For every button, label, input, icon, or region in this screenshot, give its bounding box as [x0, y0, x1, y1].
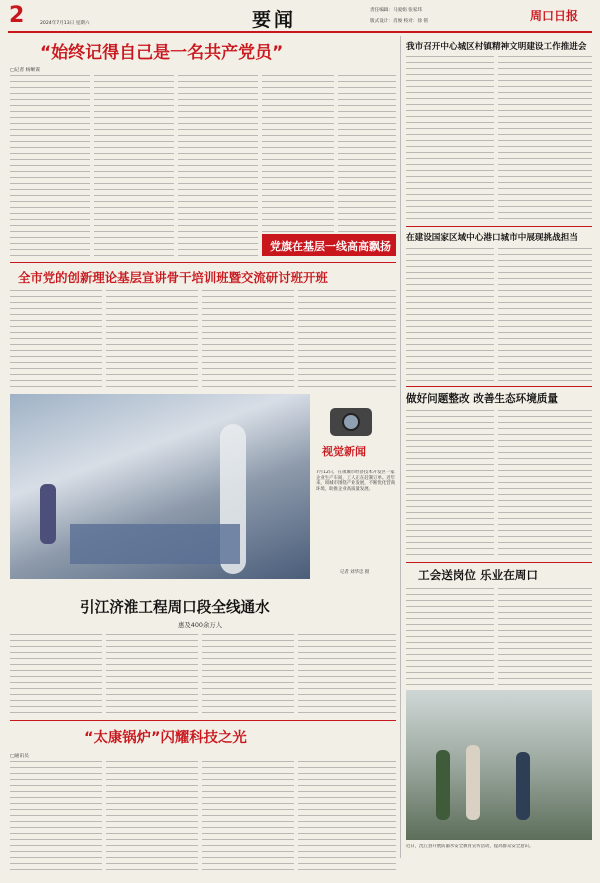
right-photo	[406, 690, 592, 840]
right-article-b-rule	[406, 226, 592, 227]
article1-body-col1	[10, 73, 90, 259]
camera-icon	[330, 408, 372, 436]
article3-subtitle: 惠及400余万人	[178, 621, 223, 629]
article4-body-col3	[202, 759, 294, 875]
article2-body-col2	[106, 288, 198, 390]
photo-caption: 7月12日，在项城市经济技术开发区一家企业生产车间，工人正在赶制订单。近年来，项城市围绕产业发展，不断优化营商环境，助推企业高质量发展。	[316, 470, 396, 492]
right-article-c-title: 做好问题整改 改善生态环境质量	[406, 393, 558, 405]
editors-line-2: 版式设计：肖俊 校对：徐 铭	[370, 19, 429, 24]
right-article-d-rule	[406, 562, 592, 563]
paper-logo: 周口日报	[530, 9, 579, 23]
article1-body-col3	[178, 73, 258, 259]
pullquote-text: 党旗在基层一线高高飘扬	[270, 240, 391, 253]
right-article-d-body-1	[406, 586, 494, 686]
article1-byline: □记者 杨晰谋	[10, 68, 41, 73]
article4-title: “太康锅炉”闪耀科技之光	[84, 730, 247, 746]
right-article-b-title: 在建设国家区域中心港口城市中展现挑战担当	[406, 233, 578, 243]
right-photo-caption: 近日，沈丘县开展防溺水安全教育宣传活动，提高群众安全意识。	[406, 844, 534, 849]
editors-line: 责任编辑：马爱娟 张家玮	[370, 8, 422, 13]
right-article-a-body-1	[406, 54, 494, 222]
right-article-d-body-2	[498, 586, 592, 686]
article3-body-col2	[106, 632, 198, 714]
article3-body-col1	[10, 632, 102, 714]
article3-body-col3	[202, 632, 294, 714]
article1-body-col2	[94, 73, 174, 259]
article2-body-col1	[10, 288, 102, 390]
section-title: 要闻	[252, 9, 297, 31]
article4-rule	[10, 720, 396, 721]
masthead-rule	[8, 31, 592, 33]
photo-bench	[70, 524, 240, 564]
right-article-b-body-1	[406, 246, 494, 382]
article3-body-col4	[298, 632, 396, 714]
article1-body-col4	[262, 73, 334, 259]
article4-body-col2	[106, 759, 198, 875]
right-article-c-rule	[406, 386, 592, 387]
column-divider	[400, 36, 401, 858]
article4-body-col1	[10, 759, 102, 875]
factory-photo	[10, 394, 310, 579]
article1-body-col5	[338, 73, 396, 259]
article1-title: “始终记得自己是一名共产党员”	[40, 43, 284, 63]
article2-body-col3	[202, 288, 294, 390]
right-article-c-body-1	[406, 408, 494, 558]
article2-rule	[10, 262, 396, 263]
photo-credit: 记者 刘华忠 摄	[340, 570, 370, 575]
article3-title: 引江济淮工程周口段全线通水	[80, 599, 270, 616]
photo-worker	[40, 484, 56, 544]
right-article-b-body-2	[498, 246, 592, 382]
right-article-c-body-2	[498, 408, 592, 558]
article4-body-col4	[298, 759, 396, 875]
article2-title: 全市党的创新理论基层宣讲骨干培训班暨交流研讨班开班	[18, 270, 328, 285]
right-article-a-title: 我市召开中心城区村镇精神文明建设工作推进会	[406, 42, 587, 52]
article4-byline: □通讯员	[10, 754, 29, 759]
right-article-a-body-2	[498, 54, 592, 222]
issue-date: 2024年7月13日 星期六	[40, 21, 90, 26]
page-number: 2	[9, 3, 25, 28]
right-article-d-title: 工会送岗位 乐业在周口	[418, 568, 538, 582]
article2-body-col4	[298, 288, 396, 390]
photo-badge: 视觉新闻	[322, 445, 366, 458]
